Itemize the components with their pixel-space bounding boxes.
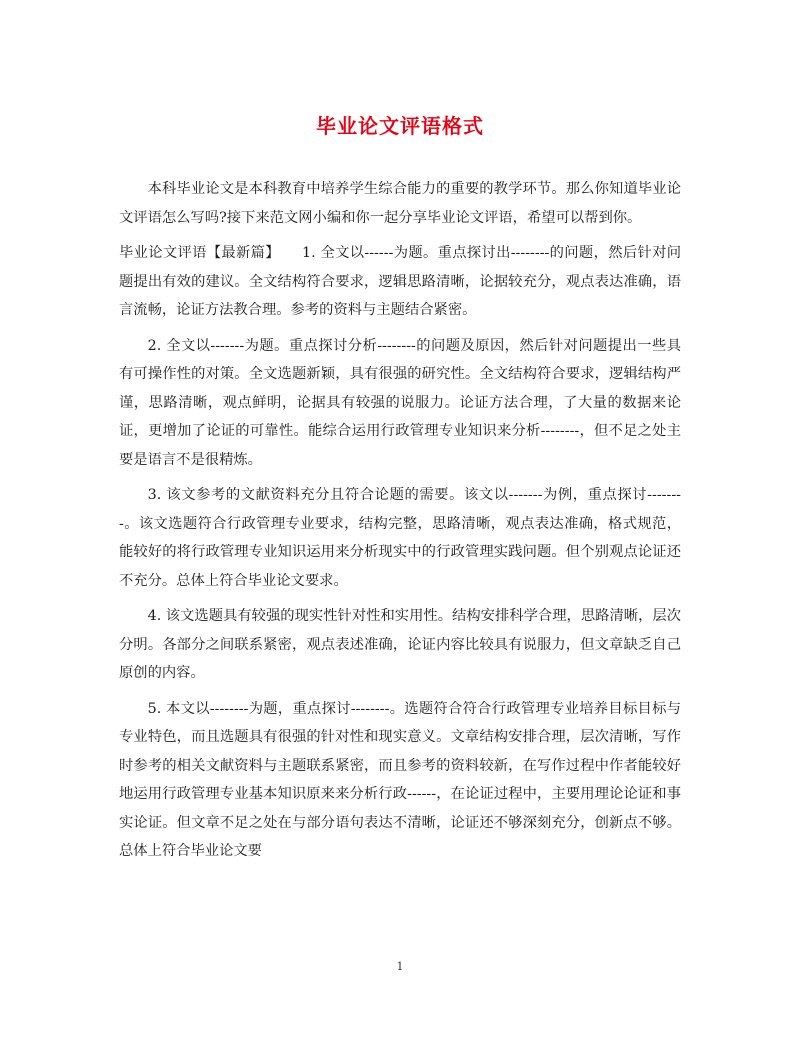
- document-body: [119, 175, 681, 873]
- paragraph-comment-3: 3. 该文参考的文献资料充分且符合论题的需要。该文以-------为例，重点探讨--------。该文选题符合行政管理专业要求，结构完整，思路清晰，观点表达准确，格式规范，能较好的将行政管理专业知识运用来分析现实中的行政管理实践问题。但个别观点论证还不充分。总体上符合毕业论文要求。: [119, 487, 681, 589]
- paragraph-comment-1: 毕业论文评语【最新篇】 1. 全文以------为题。重点探讨出--------的问题，然后针对问题提出有效的建议。全文结构符合要求，逻辑思路清晰，论据较充分，观点表达准确，语言流畅，论证方法教合理。参考的资料与主题结合紧密。: [119, 245, 681, 318]
- paragraph-intro: 本科毕业论文是本科教育中培养学生综合能力的重要的教学环节。那么你知道毕业论文评语怎么写吗?接下来范文网小编和你一起分享毕业论文评语，希望可以帮到你。: [119, 181, 681, 226]
- paragraph-comment-2: 2. 全文以-------为题。重点探讨分析--------的问题及原因，然后针对问题提出一些具有可操作性的对策。全文选题新颖，具有很强的研究性。全文结构符合要求，逻辑结构严谨，思路清晰，观点鲜明，论据具有较强的说服力。论证方法合理，了大量的数据来论证，更增加了论证的可靠性。能综合运用行政管理专业知识来分析--------，但不足之处主要是语言不是很精炼。: [119, 337, 681, 468]
- paragraph-comment-4: 4. 该文选题具有较强的现实性针对性和实用性。结构安排科学合理，思路清晰，层次分明。各部分之间联系紧密，观点表述准确，论证内容比较具有说服力，但文章缺乏自己原创的内容。: [119, 608, 681, 681]
- document-title: 毕业论文评语格式: [316, 114, 484, 138]
- paragraph-comment-5: 5. 本文以--------为题，重点探讨--------。选题符合符合行政管理专业培养目标目标与专业特色，而且选题具有很强的针对性和现实意义。文章结构安排合理，层次清晰，写作时参考的相关文献资料与主题联系紧密，而且参考的资料较新，在写作过程中作者能较好地运用行政管理专业基本知识原来来分析行政------，在论证过程中，主要用理论论证和事实论证。但文章不足之处在与部分语句表达不清晰，论证还不够深刻充分，创新点不够。总体上符合毕业论文要: [119, 700, 681, 859]
- page-number: 1: [396, 960, 404, 973]
